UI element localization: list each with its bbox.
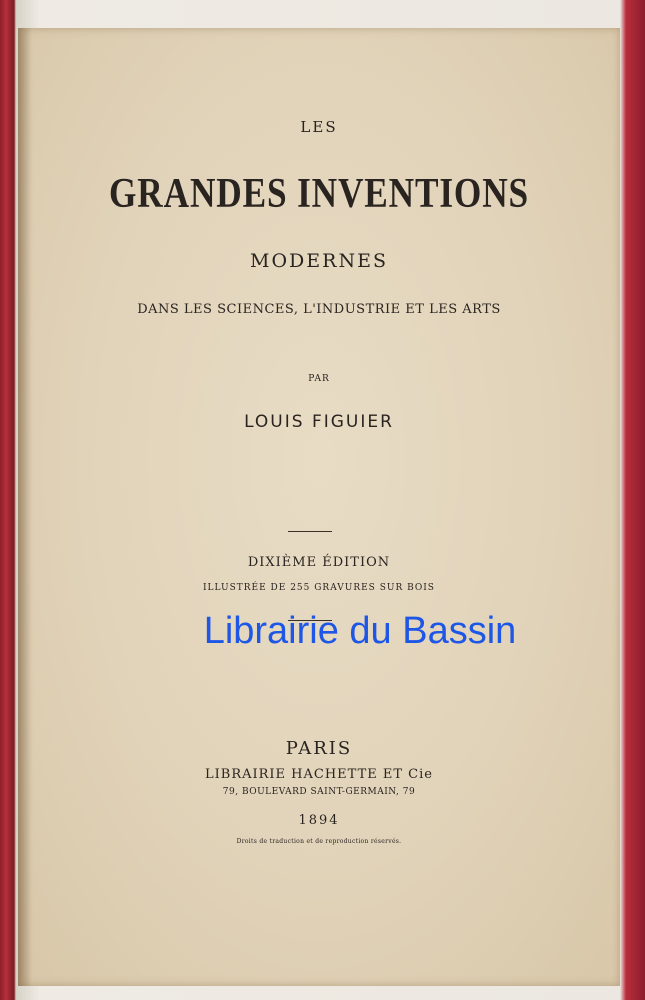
publisher-name: LIBRAIRIE HACHETTE ET Cie [205,767,433,782]
publication-year: 1894 [298,813,340,828]
main-title: GRANDES INVENTIONS [109,171,529,217]
title-les: LES [300,118,338,136]
subtitle: DANS LES SCIENCES, L'INDUSTRIE ET LES ARTS [137,302,501,317]
title-modernes: MODERNES [250,250,388,272]
by-label: PAR [308,374,330,384]
edition-label: DIXIÈME ÉDITION [247,555,391,570]
watermark-text: Librairie du Bassin [203,610,517,652]
publication-city: PARIS [285,738,353,759]
illustration-note: ILLUSTRÉE DE 255 GRAVURES SUR BOIS [203,583,435,593]
author-name: LOUIS FIGUIER [244,412,394,432]
publisher-address: 79, BOULEVARD SAINT-GERMAIN, 79 [222,787,416,797]
divider-rule-top [288,531,332,532]
rights-notice: Droits de traduction et de reproduction réservés. [236,838,402,845]
